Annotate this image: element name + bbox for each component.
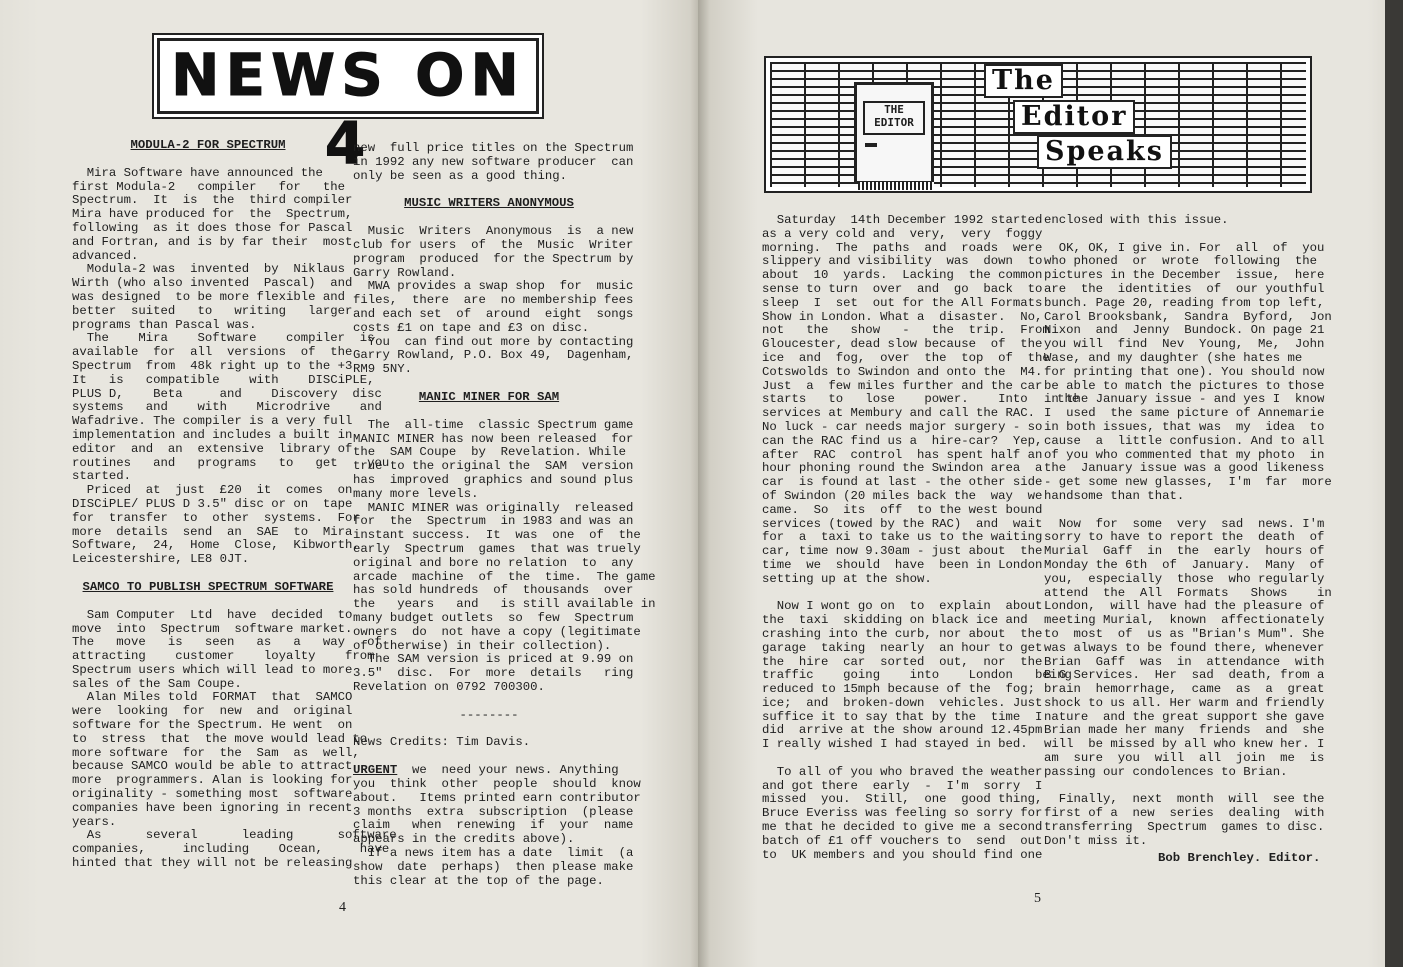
left-column-2: [353, 141, 656, 888]
section-heading: MANIC MINER FOR SAM: [418, 389, 560, 404]
banner-title: NEWS ON 4: [171, 41, 525, 177]
editor-door-icon: [854, 82, 934, 184]
urgent-notice: [353, 763, 641, 888]
page-5: [698, 0, 1403, 967]
urgent-label: URGENT: [353, 763, 398, 778]
logo-word-editor: Editor: [1013, 100, 1135, 134]
door-mat: [858, 182, 934, 190]
article-text: The all-time classic Spectrum game MANIC MINER has now been released for the SAM Coupe by Revelation. While true to the original the SAM version has improved graphics and sound plus many more levels. MANIC MINER was originally released for the Spectrum in 1983 and was an instant success. It was one of the early Spectrum games that was truely original and bore no relation to any arcade machine of the time. The game has sold hundreds of thousands over the years and is still available in many budget outlets so few Spectrum owners do not have a copy (legitimate of otherwise) in their collection). The SAM version is priced at 9.99 on 3.5" disc. For more details ring Revelation on 0792 700300.: [353, 417, 656, 694]
section-heading: SAMCO TO PUBLISH SPECTRUM SOFTWARE: [82, 579, 334, 594]
section-heading: MODULA-2 FOR SPECTRUM: [130, 138, 286, 152]
urgent-text: we need your news. Anything you think other people should know about. Items printed earn contributor 3 months extra subscription (please claim when renewing if your name appears in the credits above). If a news item has a date limit (a show date perhaps) then please make this clear at the top of the page.: [353, 763, 641, 888]
article-text: Mira Software have announced the first Modula-2 compiler for the Spectrum. It is the third compiler Mira have produced for the Spectrum, following as it does those for Pascal and Fortran, and is by far their most advanced. Modula-2 was invented by Niklaus Wirth (who also invented Pascal) and was designed to be more flexible and better suited to writing larger programs than Pascal was. The Mira Software compiler is available for all versions of the Spectrum from 48k right up to the +3 It is compatible with DISCiPLE, PLUS D, Beta and Discovery disc systems and with Microdrive and Wafadrive. The compiler is a very full implementation and includes a built in editor and an extensive library of routines and programs to get you started. Priced at just £20 it comes on DISCiPLE/ PLUS D 3.5" disc or on tape for transfer to other systems. For more details send an SAE to Mira Software, 24, Home Close, Kibworth, Leicestershire, LE8 0JT.: [72, 165, 390, 567]
article-text: new full price titles on the Spectrum in 1992 any new software producer can only be seen as a good thing.: [353, 141, 634, 183]
right-column-2: enclosed with this issue. OK, OK, I give in. For all of you who phoned or wrote following the pictures in the December issue, here are the identities of our youthful bunch. Page 20, reading from top left, Carol Brooksbank, Sandra Byford, Jon Nixon and Jenny Bundock. On page 21 you will find Nev Young, Me, John Wase, and my daughter (she hates me for printing that one). You should now be able to match the pictures to those in the January issue - and yes I know I used the same picture of Annemarie in both issues, that was my idea to cause a little confusion. And to all of you who commented that my photo in the January issue was a good likeness - get some new glasses, I'm far more handsome than that. Now for some very sad news. I'm sorry to have to report the death of Murial Gaff in the early hours of Monday the 6th of January. Many of you, especially those who regularly attend the All Formats Shows in London, will have had the pleasure of meeting Murial, known affectionately to most of us as "Brian's Mum". She was always to be found there, whenever Brian Gaff was in attendance with B G Services. Her sad death, from a brain hemorrhage, came as a great shock to us all. Her warm and friendly nature and the great support she gave Brian made her many friends and she will be missed by all who knew her. I am sure you will all join me is passing our condolences to Brian. Finally, next month will see the first of a new series dealing with transferring Spectrum games to disc. Don't miss it.: [1044, 213, 1332, 848]
article-text: News Credits: Tim Davis.: [353, 735, 531, 750]
page-number-5: 5: [1034, 891, 1041, 906]
article-text: Music Writers Anonymous is a new club for users of the Music Writer program produced for the Spectrum by Garry Rowland. MWA provides a swap shop for music files, there are no membership fees and each set of around eight songs costs £1 on tape and £3 on disc. You can find out more by contacting Garry Rowland, P.O. Box 49, Dagenham, RM9 5NY.: [353, 224, 634, 377]
right-column-1: Saturday 14th December 1992 started as a very cold and very, very foggy morning. The paths and roads were slippery and visibility was down to about 10 yards. Lacking the common sense to turn over and go back to sleep I set out for the All Formats Show in London. What a disaster. No, not the show - the trip. From Gloucester, dead slow because of the ice and fog, over the top of the Cotswolds to Swindon and onto the M4. Just a few miles further and the car starts to lose power. Into the services at Membury and call the RAC. No luck - car needs major surgery - so can the RAC find us a hire-car? Yep, after RAC control has spent half an hour phoning round the Swindon area a car is found at last - the other side of Swindon (20 miles back the way we came. So its off to the west bound services (towed by the RAC) and wait for a taxi to take us to the waiting car, time now 9.30am - just about the time we should have been in London setting up at the show. Now I wont go on to explain about the taxi skidding on black ice and crashing into the curb, nor about the garage taking nearly an hour to get the hire car sorted out, nor the traffic going into London being reduced to 15mph because of the fog; ice; and broken-down vehicles. Just suffice it to say that by the time I did arrive at the show around 12.45pm I really wished I had stayed in bed. To all of you who braved the weather and got there early - I'm sorry I missed you. Still, one good thing, Bruce Everiss was feeling so sorry for me that he decided to give me a second batch of £1 off vouchers to send out to UK members and you should find one: [762, 213, 1080, 862]
door-knob: [865, 143, 877, 147]
door-sign: [863, 101, 925, 135]
door-sign-line-1: THE: [884, 103, 904, 116]
page-number-4: 4: [339, 900, 346, 915]
editor-signature: Bob Brenchley. Editor.: [1158, 851, 1321, 865]
logo-word-speaks: Speaks: [1037, 135, 1172, 169]
scan-dark-edge: [1385, 0, 1403, 967]
page-4: [0, 0, 698, 967]
door-sign-line-2: EDITOR: [874, 116, 914, 129]
separator-line: --------: [459, 707, 519, 722]
editor-speaks-logo: [764, 56, 1312, 193]
logo-word-the: The: [984, 64, 1063, 98]
article-text: Sam Computer Ltd have decided to move into Spectrum software market. The move is seen as a way of attracting customer loyalty from Spectrum users which will lead to more sales of the Sam Coupe. Alan Miles told FORMAT that SAMCO were looking for new and original software for the Spectrum. He went on to stress that the move would lead to more software for the Sam as well, because SAMCO would be able to attract more programmers. Alan is looking for originality - something most software companies have been ignoring in recent years. As several leading software companies, including Ocean, have hinted that they will not be releasing: [72, 607, 397, 871]
section-heading: MUSIC WRITERS ANONYMOUS: [404, 196, 574, 211]
